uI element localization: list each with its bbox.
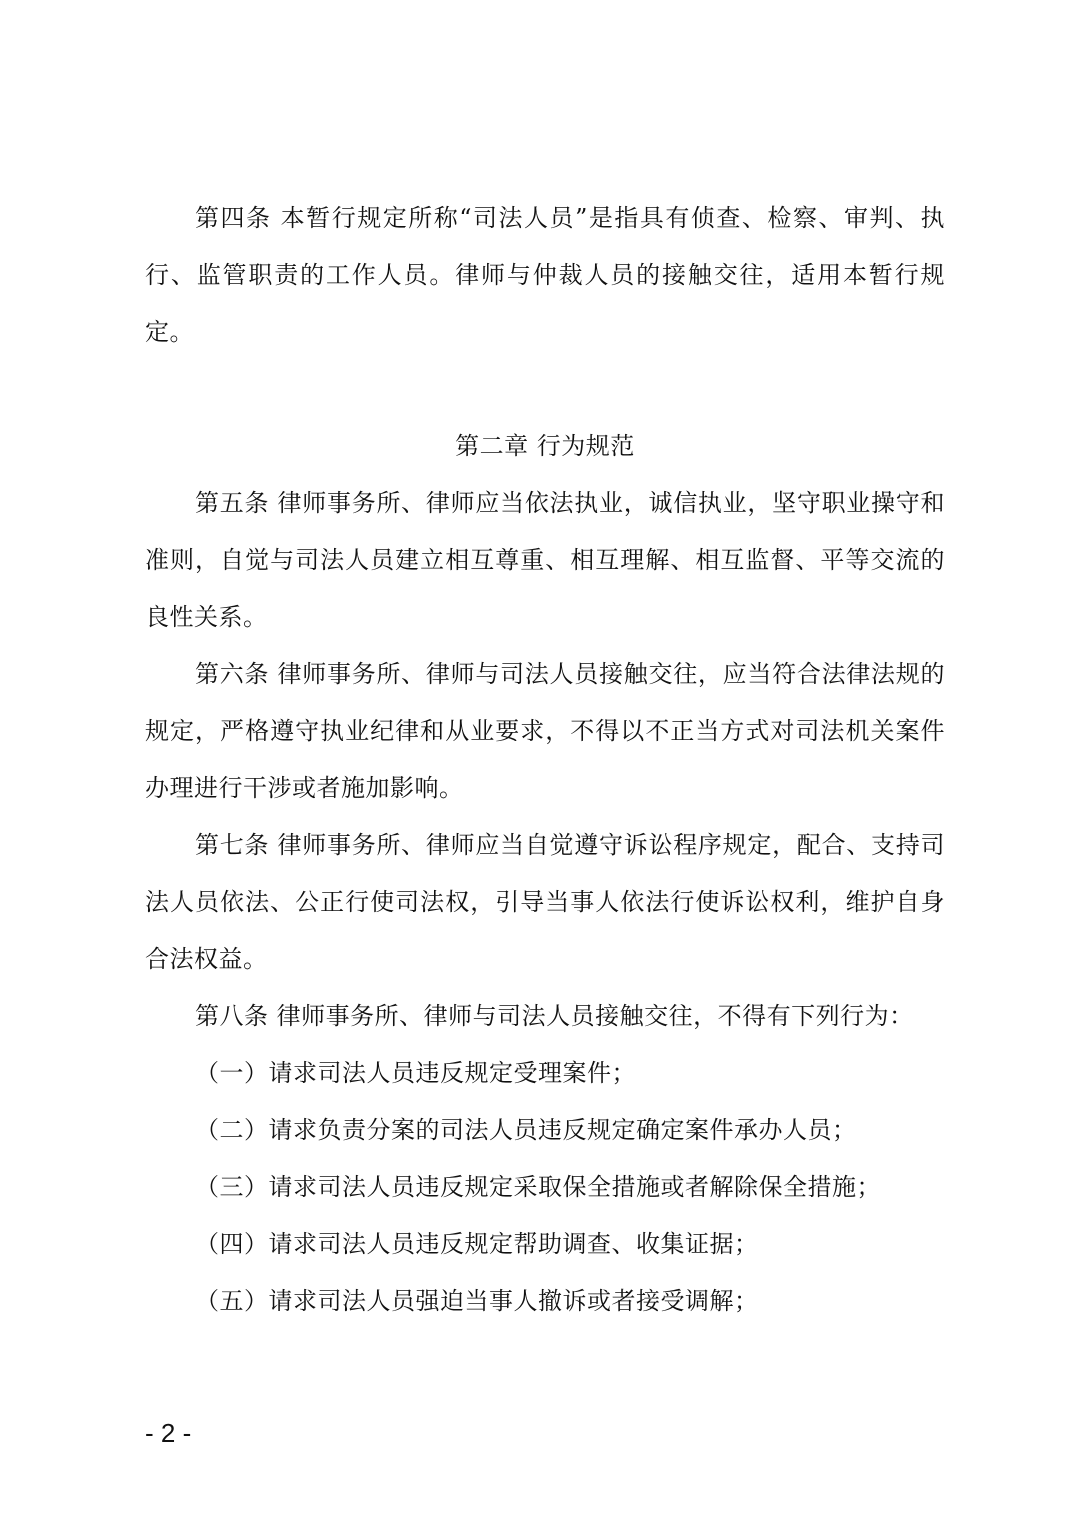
- article-4-paragraph: 第四条 本暂行规定所称“司法人员”是指具有侦查、检察、审判、执行、监管职责的工作人员。律师与仲裁人员的接触交往，适用本暂行规定。: [145, 204, 945, 346]
- article-6-paragraph: 第六条 律师事务所、律师与司法人员接触交往，应当符合法律法规的规定，严格遵守执业纪律和从业要求，不得以不正当方式对司法机关案件办理进行干涉或者施加影响。: [145, 660, 945, 802]
- list-item: （五）请求司法人员强迫当事人撤诉或者接受调解；: [195, 1287, 759, 1315]
- article-8-paragraph: 第八条 律师事务所、律师与司法人员接触交往，不得有下列行为：: [195, 1002, 914, 1030]
- list-item: （三）请求司法人员违反规定采取保全措施或者解除保全措施；: [195, 1173, 881, 1201]
- chapter-heading: 第二章 行为规范: [455, 432, 635, 460]
- list-item: （一）请求司法人员违反规定受理案件；: [195, 1059, 636, 1087]
- article-7-paragraph: 第七条 律师事务所、律师应当自觉遵守诉讼程序规定，配合、支持司法人员依法、公正行使司法权，引导当事人依法行使诉讼权利，维护自身合法权益。: [145, 831, 945, 973]
- page-number: - 2 -: [145, 1418, 192, 1448]
- document-body: [145, 190, 945, 1330]
- list-item: （四）请求司法人员违反规定帮助调查、收集证据；: [195, 1230, 759, 1258]
- list-item: （二）请求负责分案的司法人员违反规定确定案件承办人员；: [195, 1116, 857, 1144]
- article-5-paragraph: 第五条 律师事务所、律师应当依法执业，诚信执业，坚守职业操守和准则，自觉与司法人员建立相互尊重、相互理解、相互监督、平等交流的良性关系。: [145, 489, 945, 631]
